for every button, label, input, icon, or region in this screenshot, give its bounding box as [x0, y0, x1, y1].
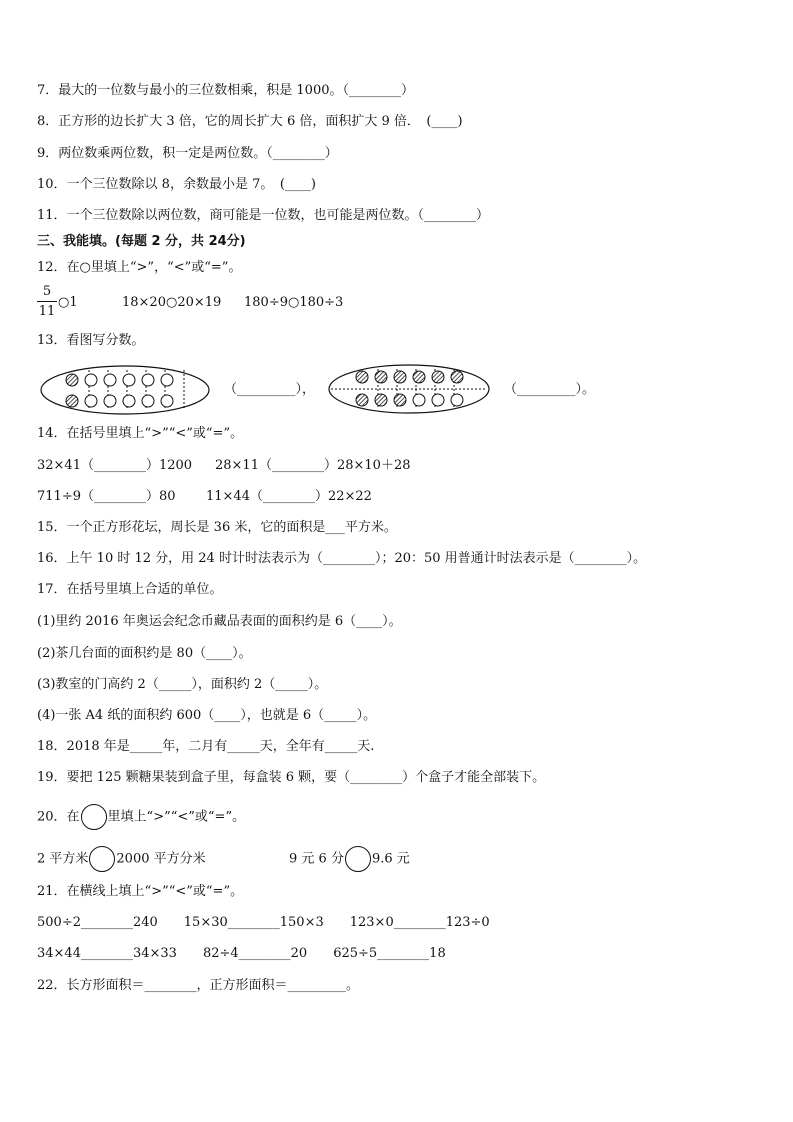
q14a-expression: 32×41（________）1200	[37, 458, 193, 473]
q20a-left: 2 平方米	[37, 851, 89, 867]
fraction-figure-2	[328, 363, 490, 415]
q21-row-2: 34×44________34×33 82÷4________20 625÷5________18	[37, 946, 446, 961]
question-17: 17．在括号里填上合适的单位。	[37, 582, 223, 597]
compare-circle	[345, 846, 371, 872]
q20-suffix: 里填上“>”“<”或“=”。	[107, 809, 246, 825]
compare-circle	[81, 804, 107, 830]
question-11: 11．一个三位数除以两位数，商可能是一位数，也可能是两位数。（________）	[37, 208, 490, 223]
q20b-right: 9.6 元	[371, 851, 410, 867]
q12a-compare: ○1	[58, 295, 78, 310]
q20a-expression	[37, 846, 206, 872]
question-10: 10．一个三位数除以 8，余数最小是 7。 (____)	[37, 177, 316, 192]
q12b-expression: 18×20○20×19	[122, 295, 222, 310]
question-19: 19．要把 125 颗糖果装到盒子里，每盒装 6 颗，要（________）个盒子才能全部装下。	[37, 770, 546, 785]
question-8: 8．正方形的边长扩大 3 倍，它的周长扩大 6 倍，面积扩大 9 倍． (____)	[37, 114, 463, 129]
q20-prefix: 20．在	[37, 809, 80, 825]
question-17-3: (3)教室的门高约 2（_____），面积约 2（_____）。	[37, 677, 328, 692]
question-16: 16．上午 10 时 12 分，用 24 时计时法表示为（________）；20：50 用普通计时法表示是（________）。	[37, 551, 647, 566]
q20a-right: 2000 平方分米	[116, 851, 206, 867]
fraction-figure-1	[40, 364, 210, 416]
fraction-denominator: 11	[38, 304, 56, 319]
question-17-1: (1)里约 2016 年奥运会纪念币藏品表面的面积约是 6（____）。	[37, 614, 402, 629]
question-18: 18．2018 年是_____年，二月有_____天，全年有_____天.	[37, 739, 375, 754]
question-14: 14．在括号里填上“>”“<”或“=”。	[37, 426, 244, 441]
question-7: 7．最大的一位数与最小的三位数相乘，积是 1000。（________）	[37, 83, 414, 98]
q21-row-1: 500÷2________240 15×30________150×3 123×0________123÷0	[37, 915, 490, 930]
q14d-expression: 11×44（________）22×22	[206, 489, 372, 504]
question-20	[37, 804, 245, 830]
question-12: 12．在○里填上“>”，“<”或“=”。	[37, 260, 242, 275]
fraction-numerator: 5	[37, 284, 57, 302]
fraction-5-11	[37, 284, 57, 320]
q20b-left: 9 元 6 分	[289, 851, 344, 867]
q13-answer-1: （_________），	[224, 382, 316, 397]
q20b-expression	[289, 846, 410, 872]
question-13: 13．看图写分数。	[37, 333, 145, 348]
question-17-4: (4)一张 A4 纸的面积约 600（____），也就是 6（_____）。	[37, 708, 377, 723]
question-9: 9．两位数乘两位数，积一定是两位数。（________）	[37, 146, 338, 161]
question-17-2: (2)茶几台面的面积约是 80（____）。	[37, 646, 252, 661]
section-3-heading: 三、我能填。(每题 2 分，共 24分)	[37, 234, 246, 249]
q14b-expression: 28×11（________）28×10＋28	[215, 458, 411, 473]
q13-answer-2: （_________）。	[504, 382, 596, 397]
q12c-expression: 180÷9○180÷3	[244, 295, 344, 310]
question-15: 15．一个正方形花坛，周长是 36 米，它的面积是___平方米。	[37, 520, 397, 535]
compare-circle	[89, 846, 115, 872]
question-22: 22．长方形面积＝________，正方形面积＝_________。	[37, 978, 360, 993]
q14c-expression: 711÷9（________）80	[37, 489, 176, 504]
question-21: 21．在横线上填上“>”“<”或“=”。	[37, 884, 244, 899]
